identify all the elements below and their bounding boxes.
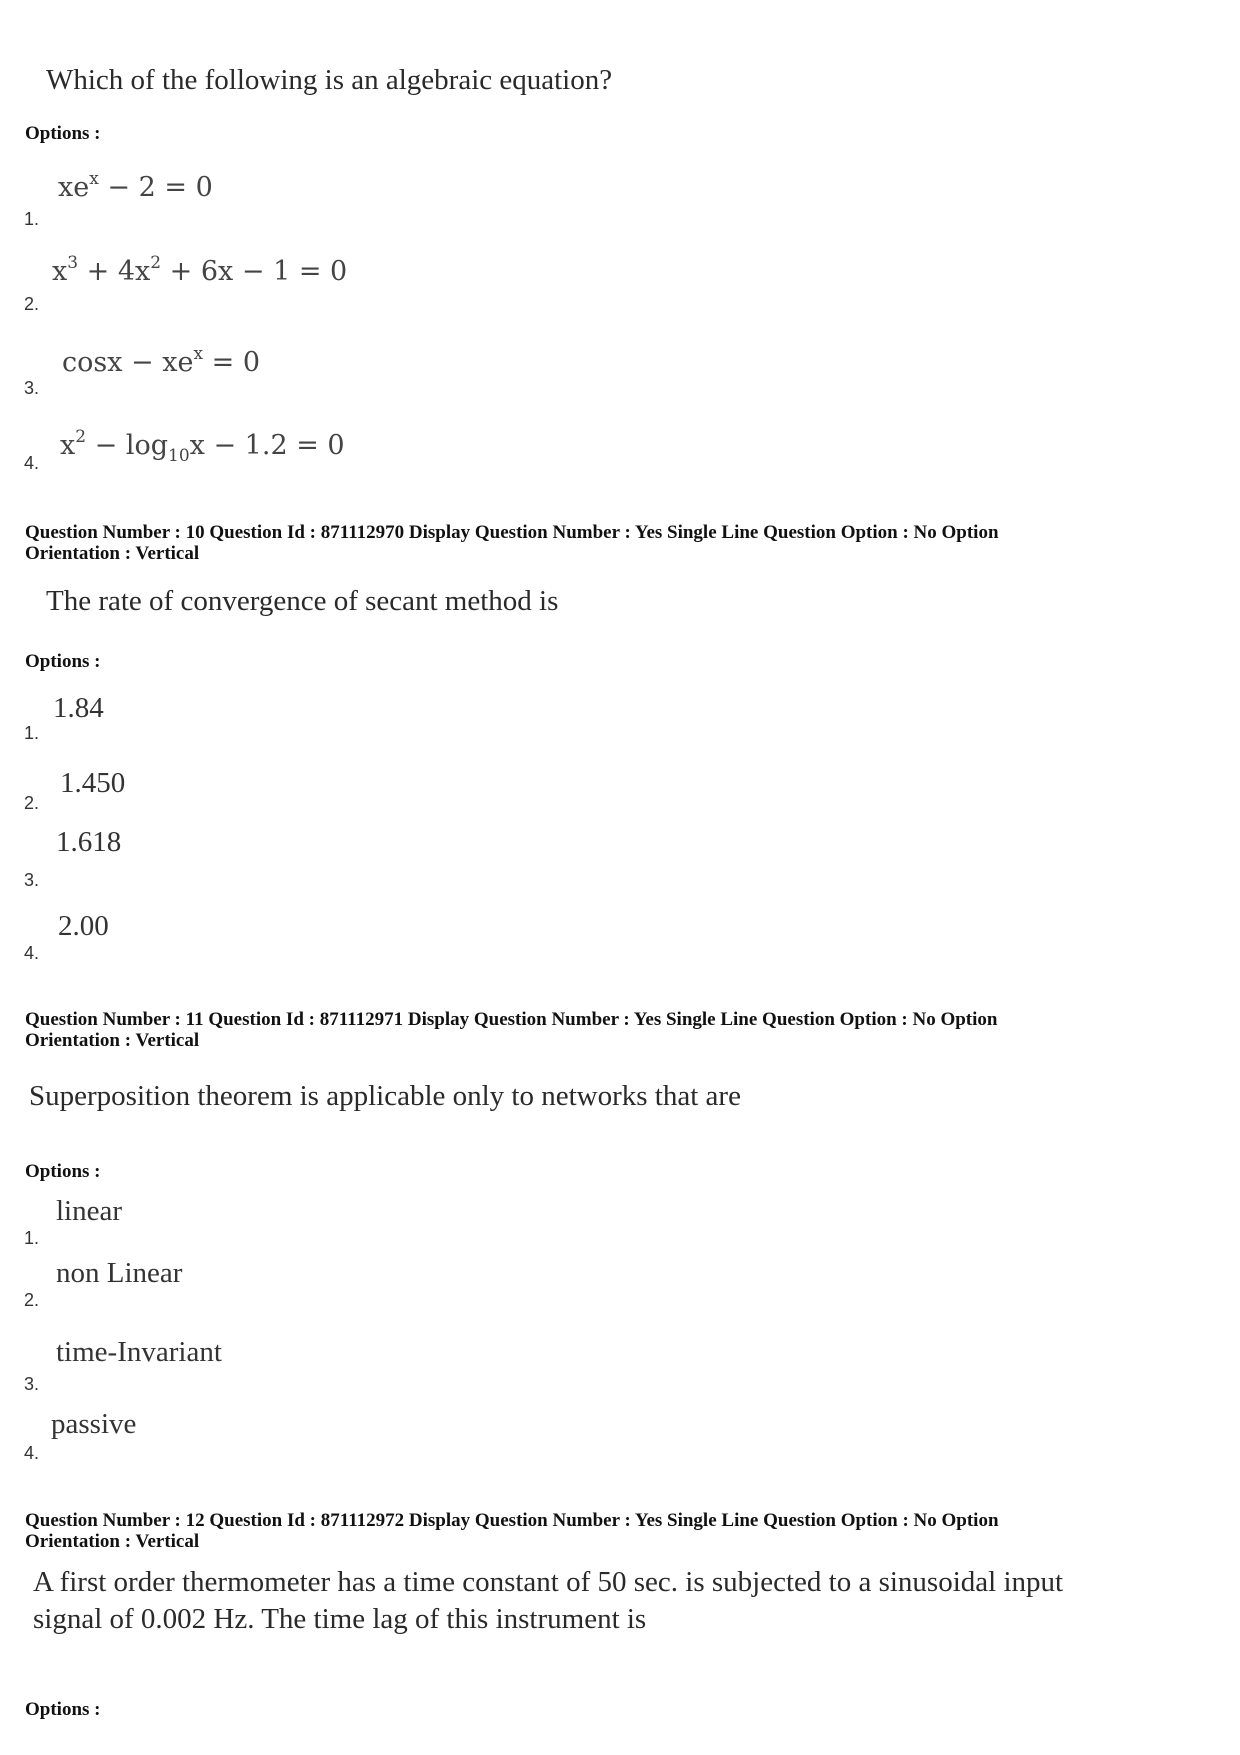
question-meta: Orientation : Vertical xyxy=(25,543,200,564)
option-text: 2.00 xyxy=(58,910,109,942)
options-label: Options : xyxy=(25,123,101,144)
question-meta: Orientation : Vertical xyxy=(25,1531,200,1552)
option-number: 2. xyxy=(24,793,40,813)
option-text: passive xyxy=(51,1408,137,1440)
option-number: 1. xyxy=(24,1228,40,1248)
option-number: 4. xyxy=(24,1443,40,1463)
question-text: The rate of convergence of secant method is xyxy=(46,585,559,617)
option-text: 1.84 xyxy=(53,692,104,724)
option-text: non Linear xyxy=(56,1257,183,1289)
option-text: linear xyxy=(56,1195,123,1227)
question-meta: Question Number : 12 Question Id : 871112972 Display Question Number : Yes Single Line Question Option : No Option xyxy=(25,1510,999,1531)
option-text: 1.618 xyxy=(56,826,122,858)
question-text: Superposition theorem is applicable only to networks that are xyxy=(29,1080,741,1112)
option-formula: $x^2 - \log_{10}x - 1.2 = 0$ xyxy=(60,427,345,466)
options-label: Options : xyxy=(25,1161,101,1182)
option-number: 2. xyxy=(24,1290,40,1310)
question-text: Which of the following is an algebraic equation? xyxy=(46,64,613,96)
question-meta: Question Number : 10 Question Id : 871112970 Display Question Number : Yes Single Line Question Option : No Option xyxy=(25,522,999,543)
option-number: 1. xyxy=(24,723,40,743)
option-number: 3. xyxy=(24,1374,40,1394)
options-label: Options : xyxy=(25,1699,101,1720)
option-formula: $xe^x - 2 = 0$ xyxy=(58,169,213,203)
question-meta: Orientation : Vertical xyxy=(25,1030,200,1051)
option-number: 3. xyxy=(24,378,40,398)
option-text: 1.450 xyxy=(60,767,126,799)
question-text-line: A first order thermometer has a time constant of 50 sec. is subjected to a sinusoidal input xyxy=(33,1566,1064,1598)
option-number: 1. xyxy=(24,209,40,229)
option-number: 3. xyxy=(24,870,40,890)
option-formula: $\cos x - xe^x = 0$ xyxy=(62,344,261,378)
options-label: Options : xyxy=(25,651,101,672)
question-text-line: signal of 0.002 Hz. The time lag of this instrument is xyxy=(33,1603,647,1635)
option-text: time-Invariant xyxy=(56,1336,222,1368)
option-number: 4. xyxy=(24,453,40,473)
question-meta: Question Number : 11 Question Id : 871112971 Display Question Number : Yes Single Line Question Option : No Option xyxy=(25,1009,998,1030)
option-number: 2. xyxy=(24,294,40,314)
option-number: 4. xyxy=(24,943,40,963)
option-formula: $x^3 + 4x^2 + 6x - 1 = 0$ xyxy=(52,253,348,287)
